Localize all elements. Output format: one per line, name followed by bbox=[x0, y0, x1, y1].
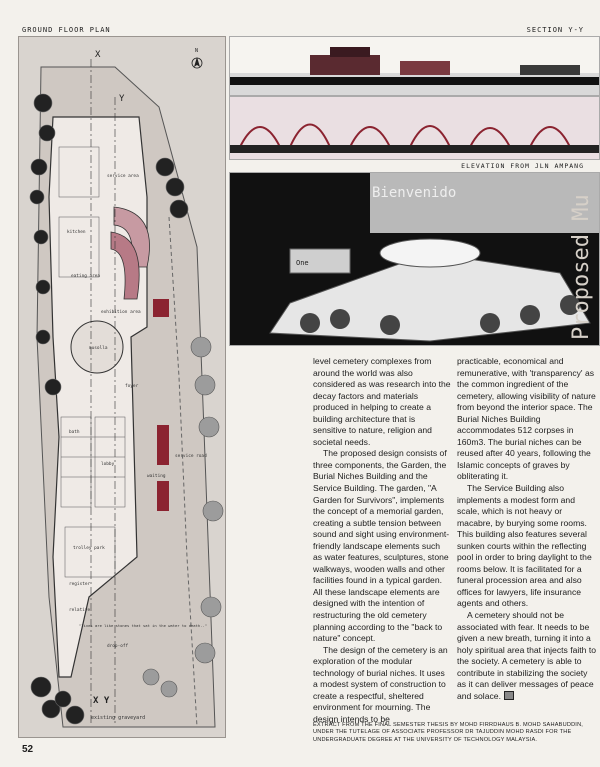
label-musolla: musolla bbox=[89, 346, 108, 351]
plan-header: GROUND FLOOR PLAN bbox=[22, 26, 111, 34]
plan-quote: "lives are like stones that sat in the water to death.." bbox=[79, 623, 208, 628]
section-drawing-top bbox=[229, 36, 600, 96]
col2-paragraph-3: A cemetery should not be associated with fear. It needs to be given a new breath, turning it into a holy spiritual area that injects faith to the society. A cemetery is able to contribute in stabilizing the society as it can deliver messages of peace and solace. bbox=[457, 610, 597, 701]
label-trolley-park: trolley park bbox=[73, 546, 105, 551]
ground-floor-plan bbox=[18, 36, 226, 738]
section-y-label: Y bbox=[119, 94, 125, 104]
render-billboard-text: Bienvenido bbox=[372, 185, 457, 201]
perspective-render bbox=[229, 172, 600, 346]
render-side-sign: One bbox=[296, 259, 309, 267]
label-service-area: service area bbox=[107, 174, 139, 179]
label-service-road: service road bbox=[175, 454, 207, 459]
label-exhibition-area: exhibition area bbox=[101, 310, 141, 315]
section-bottom-label: X Y bbox=[93, 696, 110, 706]
thesis-credit: EXTRACT FROM THE FINAL SEMESTER THESIS BY MOHD FIRRDHAUS B. MOHD SAHABUDDIN, UNDER THE TUTELAGE OF ASSOCIATE PROFESSOR DR TAJUDDIN MOHD RASDI FOR THE UNDERGRADUATE DEGREE AT THE UNIVERSITY OF TECHNOLOGY MALAYSIA. bbox=[313, 722, 584, 743]
label-foyer: foyer bbox=[125, 384, 139, 389]
col1-paragraph-3: The design of the cemetery is an exploration of the modular technology of burial niches. It uses a modest system of construction to create a respectful, sheltered environment for mourning. The design intends to be bbox=[313, 644, 448, 724]
section-header: SECTION Y-Y bbox=[526, 26, 584, 34]
side-title-text: Proposed Mu bbox=[569, 194, 594, 340]
elevation-label: ELEVATION FROM JLN AMPANG bbox=[461, 162, 584, 170]
label-kitchen: kitchen bbox=[67, 230, 86, 235]
label-eating-area: eating area bbox=[71, 274, 101, 279]
col2-paragraph-1: practicable, economical and remunerative, with 'transparency' as the common ingredient of the cemetery, allowing visibility of nature from beyond the interior space. The Burial Niches Building accommodates 512 corpses in 160m3. The burial niches can be reused after 40 years, following the Islamic concepts of graves by obliterating it. bbox=[457, 356, 596, 482]
end-mark-icon bbox=[504, 691, 514, 700]
label-bath: bath bbox=[69, 430, 80, 435]
body-column-1 bbox=[313, 356, 451, 726]
label-waiting: waiting bbox=[147, 474, 166, 479]
label-drop-off: drop-off bbox=[107, 644, 129, 649]
existing-graveyard-label: existing graveyard bbox=[91, 715, 146, 721]
col2-paragraph-2: The Service Building also implements a modest form and scale, which is not heavy or macabre, by burying some rooms. This building also features several sunken courts within the reflecting pool in order to bring daylight to the rooms below. It is facilitated for a funeral procession area and also offices for lawyers, life insurance agents and others. bbox=[457, 483, 592, 609]
plan-drawing bbox=[19, 37, 225, 737]
label-lobby: lobby bbox=[101, 462, 115, 467]
section-x-label: X bbox=[95, 50, 101, 60]
col1-paragraph-2: The proposed design consists of three components, the Garden, the Burial Niches Building and the Service Building. The garden, "A Garden for Survivors", implements the concept of a memorial garden, creating a subtle tension between sound and sight using environment-friendly landscape elements such as water features, sculptures, stone walkways, wooden walls and other facilities found in a typical garden. All these landscape elements are designed with the intention of restructuring the old cemetery planning according to the "back to nature" concept. bbox=[313, 448, 450, 644]
side-title bbox=[556, 140, 596, 350]
body-column-2 bbox=[457, 356, 597, 702]
col1-paragraph-1: level cemetery complexes from around the world was also considered as was research into the decay factors and materials produced in helping to create a building architecture that is sensitive to nature, religion and societal needs. bbox=[313, 356, 451, 447]
north-label: N bbox=[195, 48, 199, 54]
section-drawing-mid bbox=[229, 96, 600, 160]
label-relative: relative bbox=[69, 608, 91, 613]
label-register: register bbox=[69, 582, 91, 587]
page-number: 52 bbox=[22, 744, 34, 755]
